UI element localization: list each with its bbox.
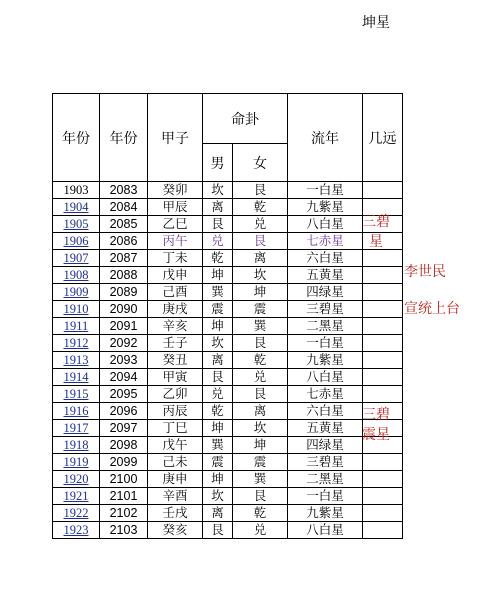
cell-jiazi: 甲辰 [148, 199, 203, 216]
cell-female-gua: 艮 [233, 488, 288, 505]
cell-year-1: 1920 [53, 471, 100, 488]
cell-year-2: 2083 [100, 182, 148, 199]
cell-male-gua: 坤 [203, 471, 233, 488]
cell-liunian: 五黄星 [288, 420, 363, 437]
cell-liunian: 三碧星 [288, 301, 363, 318]
cell-year-1: 1915 [53, 386, 100, 403]
cell-year-1: 1912 [53, 335, 100, 352]
cell-female-gua: 巽 [233, 471, 288, 488]
cell-year-1: 1907 [53, 250, 100, 267]
cell-liunian: 八白星 [288, 216, 363, 233]
cell-jiyuan [363, 250, 403, 267]
table-row [53, 488, 403, 505]
cell-female-gua: 坎 [233, 420, 288, 437]
cell-jiazi: 戊申 [148, 267, 203, 284]
cell-jiazi: 丙辰 [148, 403, 203, 420]
table-row [53, 471, 403, 488]
page-title: 坤星 [362, 15, 390, 31]
cell-year-2: 2088 [100, 267, 148, 284]
cell-jiazi: 壬戌 [148, 505, 203, 522]
cell-female-gua: 坤 [233, 284, 288, 301]
cell-female-gua: 坎 [233, 267, 288, 284]
cell-year-2: 2092 [100, 335, 148, 352]
table-row [53, 318, 403, 335]
cell-liunian: 三碧星 [288, 454, 363, 471]
cell-female-gua: 离 [233, 250, 288, 267]
cell-jiyuan [363, 284, 403, 301]
cell-jiazi: 辛亥 [148, 318, 203, 335]
cell-liunian: 二黑星 [288, 318, 363, 335]
header-year-2: 年份 [100, 94, 148, 182]
table-row [53, 454, 403, 471]
cell-year-2: 2102 [100, 505, 148, 522]
cell-year-2: 2098 [100, 437, 148, 454]
header-male: 男 [203, 144, 233, 182]
cell-male-gua: 艮 [203, 522, 233, 539]
table-row [53, 216, 403, 233]
cell-year-1: 1903 [53, 182, 100, 199]
cell-year-2: 2089 [100, 284, 148, 301]
cell-liunian: 七赤星 [288, 386, 363, 403]
cell-year-1: 1914 [53, 369, 100, 386]
year-star-table [52, 93, 403, 539]
cell-year-1: 1906 [53, 233, 100, 250]
header-minggua: 命卦 [203, 94, 288, 144]
cell-year-2: 2103 [100, 522, 148, 539]
cell-year-2: 2084 [100, 199, 148, 216]
cell-female-gua: 震 [233, 301, 288, 318]
cell-year-2: 2085 [100, 216, 148, 233]
cell-jiazi: 癸卯 [148, 182, 203, 199]
cell-year-1: 1913 [53, 352, 100, 369]
cell-year-2: 2096 [100, 403, 148, 420]
cell-female-gua: 震 [233, 454, 288, 471]
table-row [53, 386, 403, 403]
cell-liunian: 一白星 [288, 335, 363, 352]
cell-year-1: 1917 [53, 420, 100, 437]
cell-liunian: 五黄星 [288, 267, 363, 284]
cell-female-gua: 离 [233, 403, 288, 420]
table-row [53, 284, 403, 301]
cell-jiazi: 丙午 [148, 233, 203, 250]
cell-jiazi: 丁巳 [148, 420, 203, 437]
cell-year-2: 2095 [100, 386, 148, 403]
note-sanbi-zhenxing-line1: 三碧 [362, 407, 390, 423]
cell-year-1: 1909 [53, 284, 100, 301]
cell-jiyuan [363, 522, 403, 539]
cell-male-gua: 乾 [203, 250, 233, 267]
cell-female-gua: 巽 [233, 318, 288, 335]
cell-liunian: 四绿星 [288, 437, 363, 454]
cell-female-gua: 艮 [233, 386, 288, 403]
cell-jiyuan [363, 335, 403, 352]
cell-male-gua: 兑 [203, 386, 233, 403]
cell-jiazi: 己酉 [148, 284, 203, 301]
cell-male-gua: 坤 [203, 318, 233, 335]
header-liunian: 流年 [288, 94, 363, 182]
table-row [53, 403, 403, 420]
cell-male-gua: 巽 [203, 437, 233, 454]
cell-female-gua: 兑 [233, 369, 288, 386]
cell-male-gua: 震 [203, 454, 233, 471]
cell-jiazi: 乙卯 [148, 386, 203, 403]
cell-year-2: 2086 [100, 233, 148, 250]
cell-liunian: 九紫星 [288, 352, 363, 369]
cell-jiyuan [363, 471, 403, 488]
cell-male-gua: 离 [203, 352, 233, 369]
table-row [53, 250, 403, 267]
cell-jiazi: 庚戌 [148, 301, 203, 318]
cell-male-gua: 艮 [203, 216, 233, 233]
cell-liunian: 九紫星 [288, 505, 363, 522]
cell-male-gua: 震 [203, 301, 233, 318]
header-year-1: 年份 [53, 94, 100, 182]
cell-jiazi: 丁未 [148, 250, 203, 267]
cell-year-1: 1919 [53, 454, 100, 471]
cell-male-gua: 乾 [203, 403, 233, 420]
table-row [53, 352, 403, 369]
cell-year-2: 2101 [100, 488, 148, 505]
cell-year-1: 1905 [53, 216, 100, 233]
cell-male-gua: 艮 [203, 369, 233, 386]
cell-year-2: 2097 [100, 420, 148, 437]
cell-male-gua: 离 [203, 505, 233, 522]
cell-year-2: 2099 [100, 454, 148, 471]
cell-year-1: 1910 [53, 301, 100, 318]
table-row [53, 437, 403, 454]
cell-year-1: 1911 [53, 318, 100, 335]
table-row [53, 522, 403, 539]
cell-jiyuan [363, 386, 403, 403]
table-row [53, 505, 403, 522]
cell-male-gua: 坎 [203, 335, 233, 352]
cell-liunian: 一白星 [288, 182, 363, 199]
cell-female-gua: 艮 [233, 233, 288, 250]
note-sanbi-xing [362, 212, 390, 252]
table-row [53, 267, 403, 284]
cell-jiyuan [363, 182, 403, 199]
cell-female-gua: 兑 [233, 216, 288, 233]
cell-male-gua: 巽 [203, 284, 233, 301]
cell-jiazi: 癸丑 [148, 352, 203, 369]
table-row [53, 233, 403, 250]
cell-jiyuan [363, 505, 403, 522]
cell-liunian: 九紫星 [288, 199, 363, 216]
cell-male-gua: 坎 [203, 182, 233, 199]
cell-liunian: 七赤星 [288, 233, 363, 250]
note-li-shimin: 李世民 [404, 264, 446, 280]
note-xuantong: 宣统上台 [404, 301, 460, 317]
cell-liunian: 八白星 [288, 522, 363, 539]
cell-jiazi: 甲寅 [148, 369, 203, 386]
note-sanbi-zhenxing-line2: 震星 [362, 427, 390, 443]
cell-year-2: 2090 [100, 301, 148, 318]
cell-male-gua: 兑 [203, 233, 233, 250]
cell-female-gua: 艮 [233, 182, 288, 199]
table-row [53, 369, 403, 386]
cell-male-gua: 离 [203, 199, 233, 216]
table-row [53, 420, 403, 437]
cell-year-2: 2094 [100, 369, 148, 386]
cell-jiyuan [363, 454, 403, 471]
cell-female-gua: 乾 [233, 352, 288, 369]
cell-jiazi: 壬子 [148, 335, 203, 352]
cell-jiyuan [363, 318, 403, 335]
cell-year-1: 1918 [53, 437, 100, 454]
cell-year-1: 1916 [53, 403, 100, 420]
table-row [53, 301, 403, 318]
cell-liunian: 八白星 [288, 369, 363, 386]
cell-female-gua: 乾 [233, 505, 288, 522]
cell-jiyuan [363, 369, 403, 386]
cell-year-2: 2093 [100, 352, 148, 369]
cell-year-2: 2087 [100, 250, 148, 267]
cell-year-2: 2100 [100, 471, 148, 488]
cell-liunian: 四绿星 [288, 284, 363, 301]
cell-jiazi: 己未 [148, 454, 203, 471]
cell-liunian: 六白星 [288, 250, 363, 267]
cell-jiazi: 庚申 [148, 471, 203, 488]
cell-jiazi: 戊午 [148, 437, 203, 454]
header-jiazi: 甲子 [148, 94, 203, 182]
cell-female-gua: 艮 [233, 335, 288, 352]
cell-year-1: 1921 [53, 488, 100, 505]
cell-year-2: 2091 [100, 318, 148, 335]
note-sanbi-zhenxing [362, 405, 390, 445]
cell-jiazi: 乙巳 [148, 216, 203, 233]
cell-year-1: 1904 [53, 199, 100, 216]
cell-jiyuan [363, 301, 403, 318]
table-row [53, 335, 403, 352]
cell-male-gua: 坎 [203, 488, 233, 505]
cell-male-gua: 坤 [203, 420, 233, 437]
cell-year-1: 1908 [53, 267, 100, 284]
cell-liunian: 一白星 [288, 488, 363, 505]
table-row [53, 182, 403, 199]
note-sanbi-xing-line2: 星 [369, 234, 383, 250]
cell-year-1: 1922 [53, 505, 100, 522]
cell-year-1: 1923 [53, 522, 100, 539]
header-female: 女 [233, 144, 288, 182]
cell-liunian: 六白星 [288, 403, 363, 420]
cell-female-gua: 兑 [233, 522, 288, 539]
header-jiyuan: 几远 [363, 94, 403, 182]
cell-jiazi: 癸亥 [148, 522, 203, 539]
cell-female-gua: 乾 [233, 199, 288, 216]
cell-jiyuan [363, 352, 403, 369]
table-row [53, 199, 403, 216]
cell-jiyuan [363, 267, 403, 284]
cell-jiyuan [363, 488, 403, 505]
cell-male-gua: 坤 [203, 267, 233, 284]
cell-female-gua: 坤 [233, 437, 288, 454]
cell-liunian: 二黑星 [288, 471, 363, 488]
note-sanbi-xing-line1: 三碧 [362, 214, 390, 230]
cell-jiazi: 辛酉 [148, 488, 203, 505]
